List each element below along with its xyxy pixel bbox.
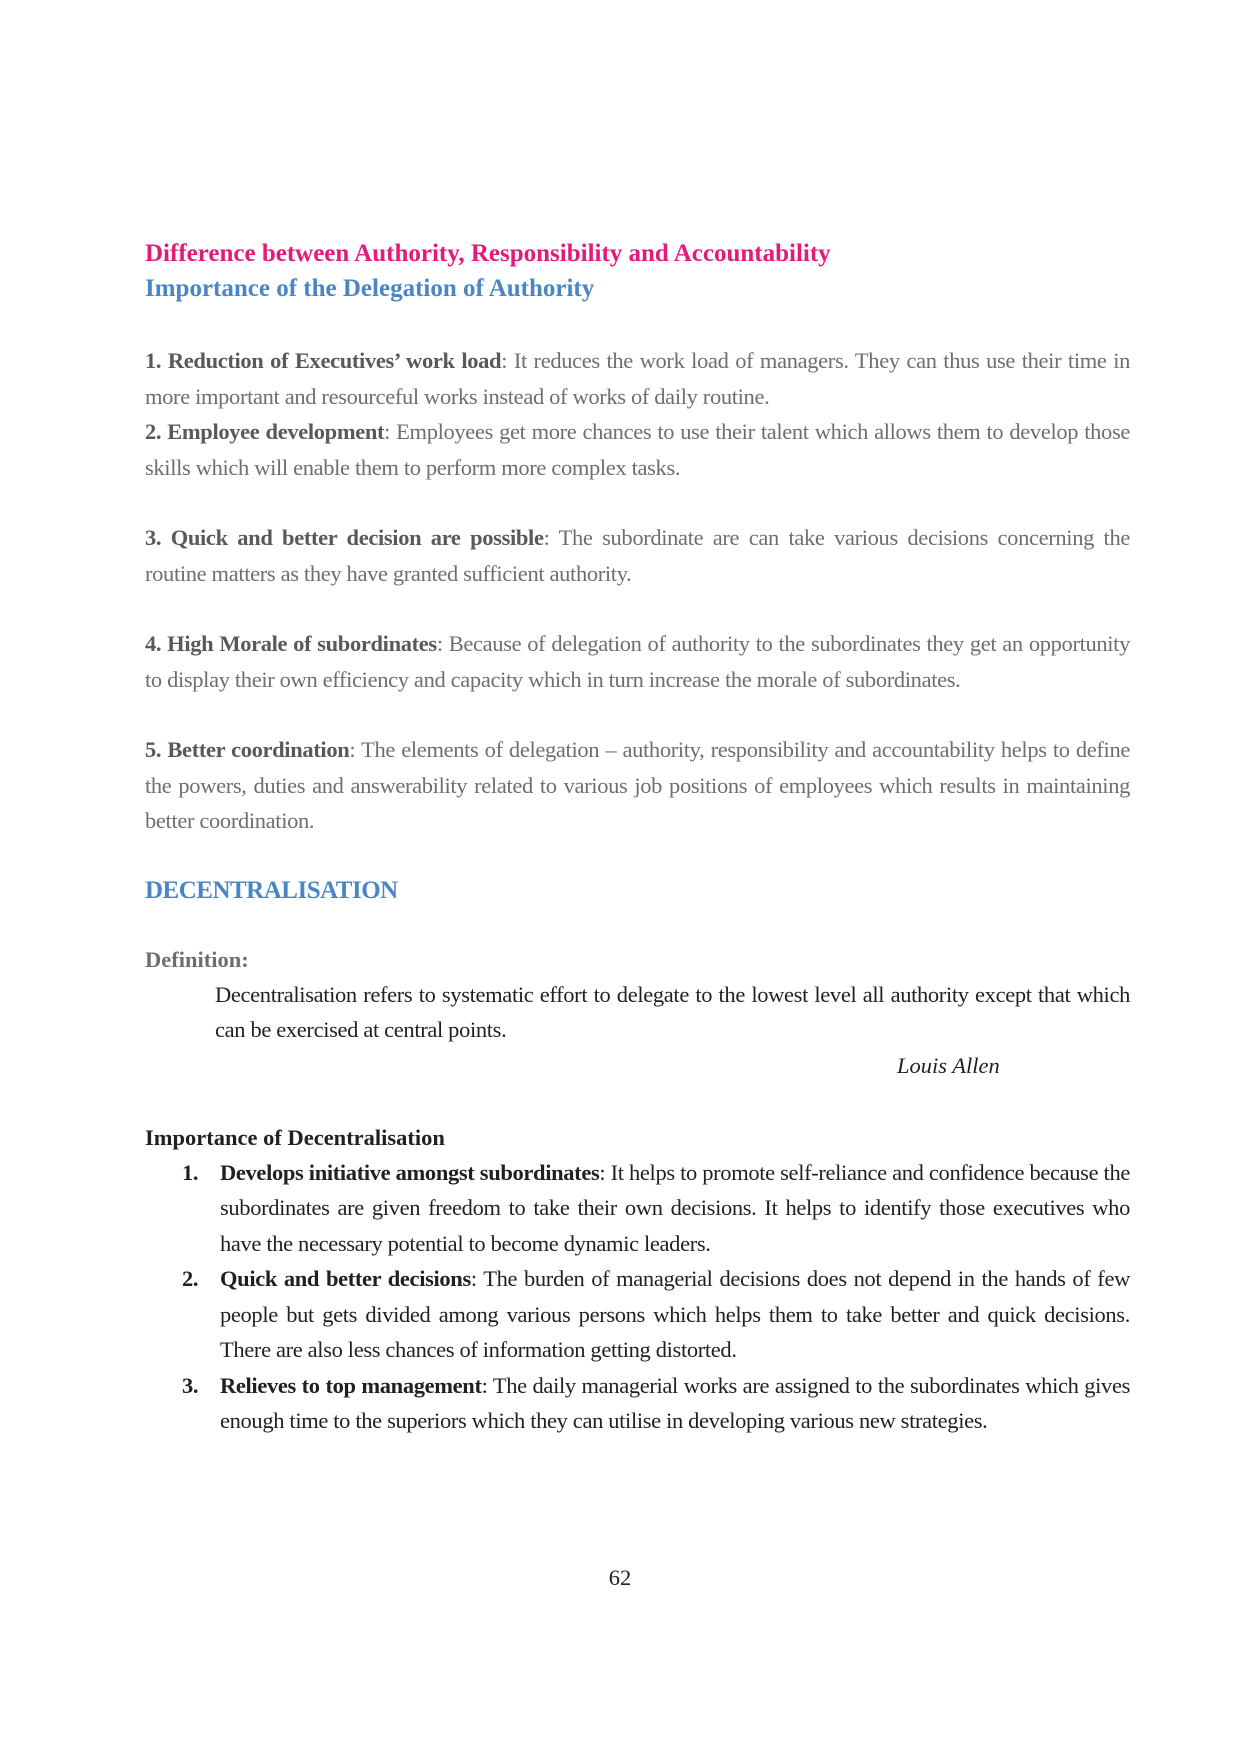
list-item-number: 2.	[182, 1266, 199, 1291]
list-item-number: 1.	[182, 1159, 199, 1185]
section-heading-decentralisation: DECENTRALISATION	[145, 876, 398, 904]
definition-author: Louis Allen	[897, 1052, 1000, 1078]
delegation-point-5	[145, 732, 1130, 839]
definition-label: Definition:	[145, 946, 249, 972]
list-item-description: : It helps to promote self-reliance and confidence because the subordinates are given freedom to take their own decisions. It helps to identify those executives who have the necessary potential to become dynamic leaders.	[220, 1159, 1130, 1256]
delegation-point-text: : Employees get more chances to use their talent which allows them to develop those skills which will enable them to perform more complex tasks.	[145, 419, 1130, 480]
page-content	[145, 236, 1130, 1439]
list-item-text	[220, 1368, 1130, 1439]
list-item-number: 3.	[182, 1372, 199, 1398]
definition-text: Decentralisation refers to systematic effort to delegate to the lowest level all authority except that which can be exercised at central points.	[215, 981, 1130, 1042]
delegation-point-2	[145, 414, 1130, 485]
delegation-point-term: 2. Employee development	[145, 419, 385, 444]
list-item-term: Quick and better decisions	[220, 1266, 471, 1291]
importance-title: Importance of Decentralisation	[145, 1124, 445, 1150]
list-item	[145, 1155, 1130, 1262]
delegation-point-term: 3. Quick and better decision are possible	[145, 525, 544, 550]
list-item	[145, 1261, 1130, 1368]
importance-list	[145, 1155, 1130, 1439]
delegation-point-text: : Because of delegation of authority to the subordinates they get an opportunity to display their own efficiency and capacity which in turn increase the morale of subordinates.	[145, 631, 1130, 692]
delegation-point-term: 4. High Morale of subordinates	[145, 631, 437, 656]
delegation-point-text: : It reduces the work load of managers. They can thus use their time in more important and resourceful works instead of works of daily routine.	[145, 348, 1130, 409]
list-item	[145, 1368, 1130, 1439]
list-item-description: : The burden of managerial decisions does not depend in the hands of few people but gets divided among various persons which helps them to take better and quick decisions. There are also less chances of information getting distorted.	[220, 1266, 1130, 1362]
page-number: 62	[608, 1565, 632, 1590]
delegation-point-term: 1. Reduction of Executives’ work load	[145, 348, 502, 373]
delegation-point-term: 5. Better coordination	[145, 737, 350, 762]
list-item-term: Develops initiative amongst subordinates	[220, 1159, 600, 1185]
delegation-point-3	[145, 520, 1130, 591]
list-item-text	[220, 1155, 1130, 1262]
delegation-point-text: : The elements of delegation – authority, responsibility and accountability helps to define the powers, duties and answerability related to various job positions of employees which results in maintaining better coordination.	[145, 737, 1130, 833]
list-item-text	[220, 1261, 1130, 1368]
section-heading-difference: Difference between Authority, Responsibility and Accountability	[145, 240, 831, 267]
delegation-point-text: : The subordinate are can take various decisions concerning the routine matters as they have granted sufficient authority.	[145, 525, 1130, 586]
delegation-point-1	[145, 343, 1130, 414]
section-heading-importance-delegation: Importance of the Delegation of Authority	[145, 275, 595, 302]
list-item-description: : The daily managerial works are assigned to the subordinates which gives enough time to the superiors which they can utilise in developing various new strategies.	[220, 1372, 1130, 1433]
list-item-term: Relieves to top management	[220, 1372, 482, 1398]
delegation-point-4	[145, 626, 1130, 697]
